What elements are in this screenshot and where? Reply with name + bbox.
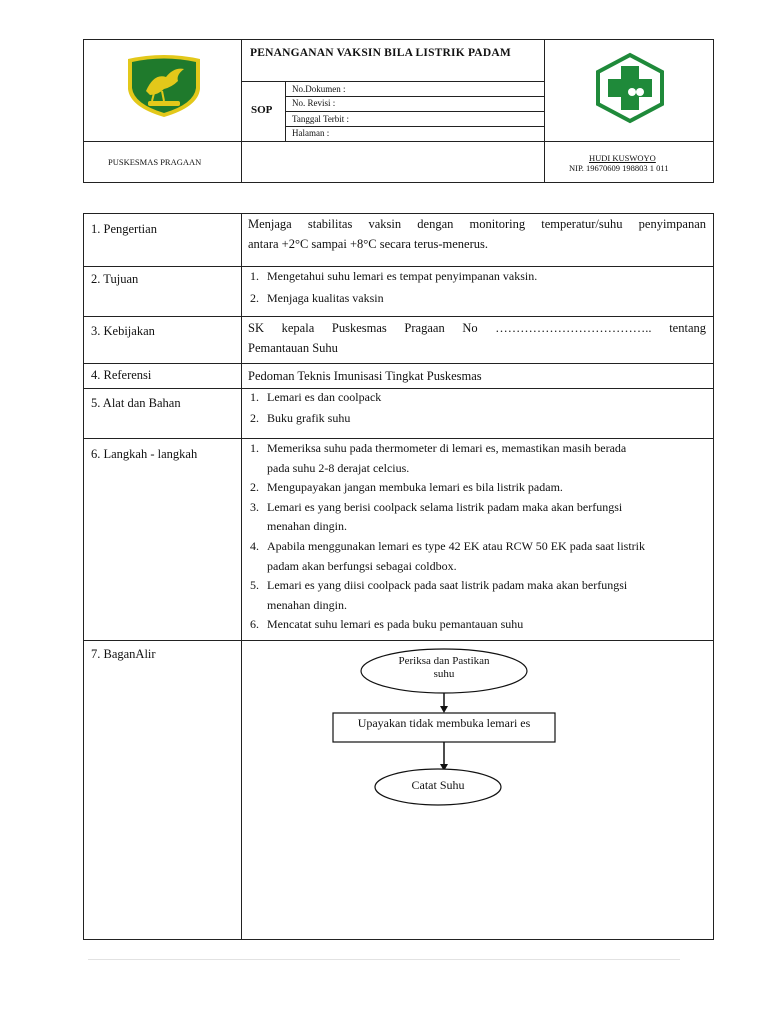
label-bagan-alir: 7. BaganAlir bbox=[91, 647, 156, 661]
meta-no-revisi: No. Revisi : bbox=[292, 98, 336, 108]
label-referensi: 4. Referensi bbox=[91, 368, 152, 382]
label-alat-bahan: 5. Alat dan Bahan bbox=[91, 396, 181, 410]
row-divider bbox=[83, 316, 714, 317]
row-divider bbox=[83, 363, 714, 364]
list-item: 5. Lemari es yang diisi coolpack pada saat listrik padam maka akan berfungsi menahan dingin. bbox=[250, 578, 628, 612]
flow-step-1-line-1: Periksa dan Pastikan bbox=[398, 655, 490, 667]
list-item: 4. Apabila menggunakan lemari es type 42 EK atau RCW 50 EK pada saat listrik padam akan berfungsi sebagai coldbox. bbox=[250, 538, 646, 573]
header-divider-bottom bbox=[83, 141, 714, 142]
meta-row-line bbox=[285, 126, 544, 127]
list-item: 2. Buku grafik suhu bbox=[250, 411, 351, 425]
flow-arrowhead-1 bbox=[440, 706, 448, 713]
list-item: 1. Lemari es dan coolpack bbox=[250, 390, 382, 404]
list-item: 6. Mencatat suhu lemari es pada buku pemantauan suhu bbox=[250, 617, 524, 632]
referensi-text: Pedoman Teknis Imunisasi Tingkat Puskesmas bbox=[248, 369, 482, 383]
meta-row-line bbox=[285, 96, 544, 97]
label-tujuan: 2. Tujuan bbox=[91, 272, 139, 286]
kebijakan-line-2: Pemantauan Suhu bbox=[248, 341, 338, 355]
header-title-divider bbox=[241, 81, 544, 82]
flow-step-2: Upayakan tidak membuka lemari es bbox=[357, 716, 531, 730]
page-footer-line bbox=[88, 959, 680, 960]
flow-step-1-line-2: suhu bbox=[433, 668, 455, 680]
label-pengertian: 1. Pengertian bbox=[91, 222, 157, 236]
pengertian-line-1: Menjaga stabilitas vaksin dengan monitoring temperatur/suhu penyimpanan bbox=[248, 217, 706, 231]
meta-no-dokumen: No.Dokumen : bbox=[292, 84, 346, 94]
puskesmas-shield-logo bbox=[124, 53, 204, 119]
meta-tanggal-terbit: Tanggal Terbit : bbox=[292, 114, 350, 124]
signer-nip: NIP. 19670609 198803 1 011 bbox=[569, 163, 669, 173]
flow-step-3: Catat Suhu bbox=[411, 778, 465, 792]
alat-bahan-list bbox=[250, 387, 708, 429]
header-divider-left bbox=[241, 39, 242, 183]
health-cross-logo bbox=[594, 52, 666, 124]
meta-halaman: Halaman : bbox=[292, 128, 330, 138]
signer-name: HUDI KUSWOYO bbox=[589, 153, 656, 163]
kebijakan-line-1: SK kepala Puskesmas Pragaan No ……………………………….. tentang bbox=[248, 321, 706, 335]
list-item: 1. Mengetahui suhu lemari es tempat penyimpanan vaksin. bbox=[250, 269, 538, 283]
tujuan-list bbox=[250, 265, 708, 309]
pengertian-line-2: antara +2°C sampai +8°C secara terus-menerus. bbox=[248, 237, 488, 251]
document-title: PENANGANAN VAKSIN BILA LISTRIK PADAM bbox=[250, 47, 511, 59]
org-name: PUSKESMAS PRAGAAN bbox=[108, 157, 202, 167]
header-divider-right bbox=[544, 39, 545, 183]
list-item: 2. Menjaga kualitas vaksin bbox=[250, 291, 384, 305]
langkah-list bbox=[250, 439, 706, 635]
meta-row-line bbox=[285, 111, 544, 112]
list-item: 3. Lemari es yang berisi coolpack selama listrik padam maka akan berfungsi menahan dingin. bbox=[250, 499, 623, 534]
list-item: 1. Memeriksa suhu pada thermometer di lemari es, memastikan masih berada pada suhu 2-8 derajat celcius. bbox=[250, 441, 627, 475]
label-kebijakan: 3. Kebijakan bbox=[91, 324, 155, 338]
sop-label: SOP bbox=[251, 104, 273, 116]
label-langkah: 6. Langkah - langkah bbox=[91, 447, 198, 461]
list-item: 2. Mengupayakan jangan membuka lemari es bila listrik padam. bbox=[250, 480, 563, 495]
